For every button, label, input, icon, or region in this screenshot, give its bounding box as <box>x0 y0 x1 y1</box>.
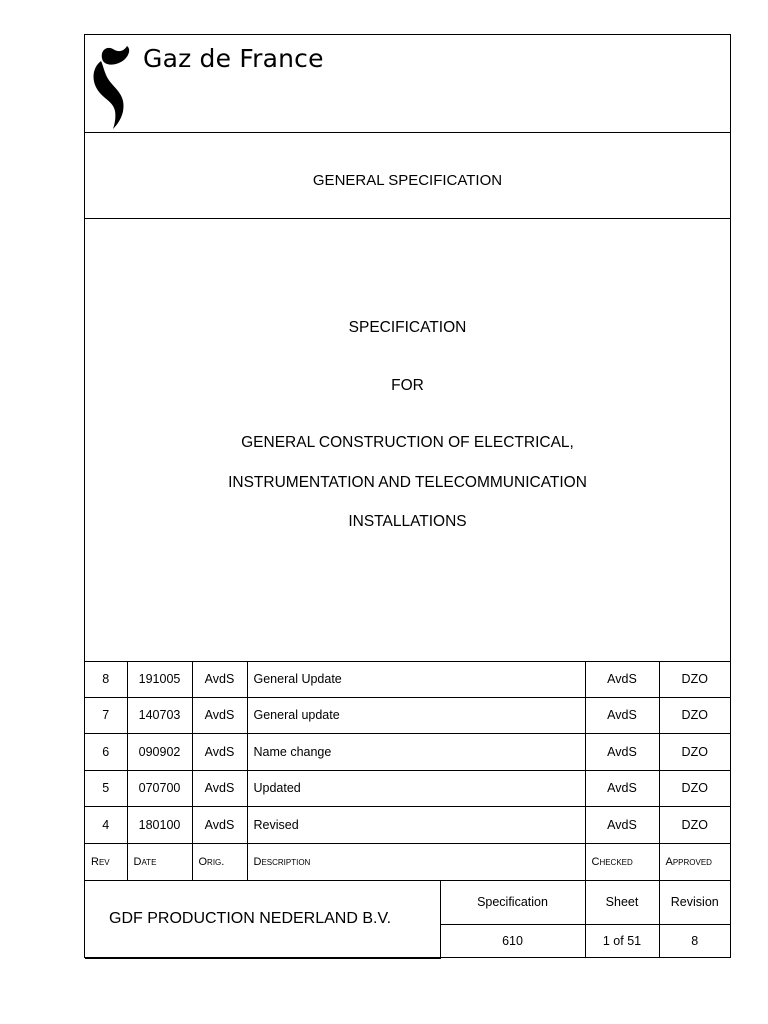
checked-cell: AvdS <box>585 734 659 771</box>
specification-value: 610 <box>440 924 585 958</box>
checked-cell: AvdS <box>585 770 659 807</box>
date-cell: 180100 <box>127 807 192 844</box>
approved-cell: DZO <box>659 734 730 771</box>
rev-cell: 8 <box>85 661 127 697</box>
date-cell: 191005 <box>127 661 192 697</box>
orig-cell: AvdS <box>192 697 247 734</box>
description-cell: Revised <box>247 807 585 844</box>
date-cell: 140703 <box>127 697 192 734</box>
logo-header <box>85 35 730 133</box>
approved-cell: DZO <box>659 697 730 734</box>
approved-header: Approved <box>659 843 730 880</box>
orig-cell: AvdS <box>192 661 247 697</box>
title-line: INSTRUMENTATION AND TELECOMMUNICATION <box>228 474 587 491</box>
title-line: GENERAL CONSTRUCTION OF ELECTRICAL, <box>241 434 574 451</box>
description-header: Description <box>247 843 585 880</box>
approved-cell: DZO <box>659 661 730 697</box>
revision-label: Revision <box>659 880 730 924</box>
revision-table <box>85 661 730 881</box>
title-block <box>85 880 730 959</box>
revision-header-row <box>85 843 730 880</box>
rev-cell: 5 <box>85 770 127 807</box>
table-row <box>85 734 730 771</box>
date-header: Date <box>127 843 192 880</box>
checked-cell: AvdS <box>585 697 659 734</box>
title-section <box>85 218 730 662</box>
rev-cell: 7 <box>85 697 127 734</box>
description-cell: General Update <box>247 661 585 697</box>
table-row <box>85 661 730 697</box>
orig-header: Orig. <box>192 843 247 880</box>
approved-cell: DZO <box>659 807 730 844</box>
title-line: SPECIFICATION <box>348 319 467 336</box>
description-cell: General update <box>247 697 585 734</box>
document-page <box>84 34 731 958</box>
rev-header: Rev <box>85 843 127 880</box>
date-cell: 070700 <box>127 770 192 807</box>
title-line: FOR <box>391 377 424 394</box>
revision-value: 8 <box>659 924 730 958</box>
checked-header: Checked <box>585 843 659 880</box>
description-cell: Name change <box>247 734 585 771</box>
document-type-section <box>85 132 730 219</box>
orig-cell: AvdS <box>192 807 247 844</box>
checked-cell: AvdS <box>585 661 659 697</box>
gaz-de-france-logo-icon <box>91 43 133 129</box>
table-row <box>85 697 730 734</box>
orig-cell: AvdS <box>192 770 247 807</box>
orig-cell: AvdS <box>192 734 247 771</box>
table-row <box>85 770 730 807</box>
approved-cell: DZO <box>659 770 730 807</box>
table-row <box>85 807 730 844</box>
rev-cell: 4 <box>85 807 127 844</box>
description-cell: Updated <box>247 770 585 807</box>
company-logo-text: Gaz de France <box>143 44 324 73</box>
rev-cell: 6 <box>85 734 127 771</box>
specification-label: Specification <box>440 880 585 924</box>
checked-cell: AvdS <box>585 807 659 844</box>
sheet-label: Sheet <box>585 880 659 924</box>
date-cell: 090902 <box>127 734 192 771</box>
company-name: GDF PRODUCTION NEDERLAND B.V. <box>85 880 440 958</box>
document-type-title: GENERAL SPECIFICATION <box>312 172 503 189</box>
title-line: INSTALLATIONS <box>348 513 467 530</box>
sheet-value: 1 of 51 <box>585 924 659 958</box>
